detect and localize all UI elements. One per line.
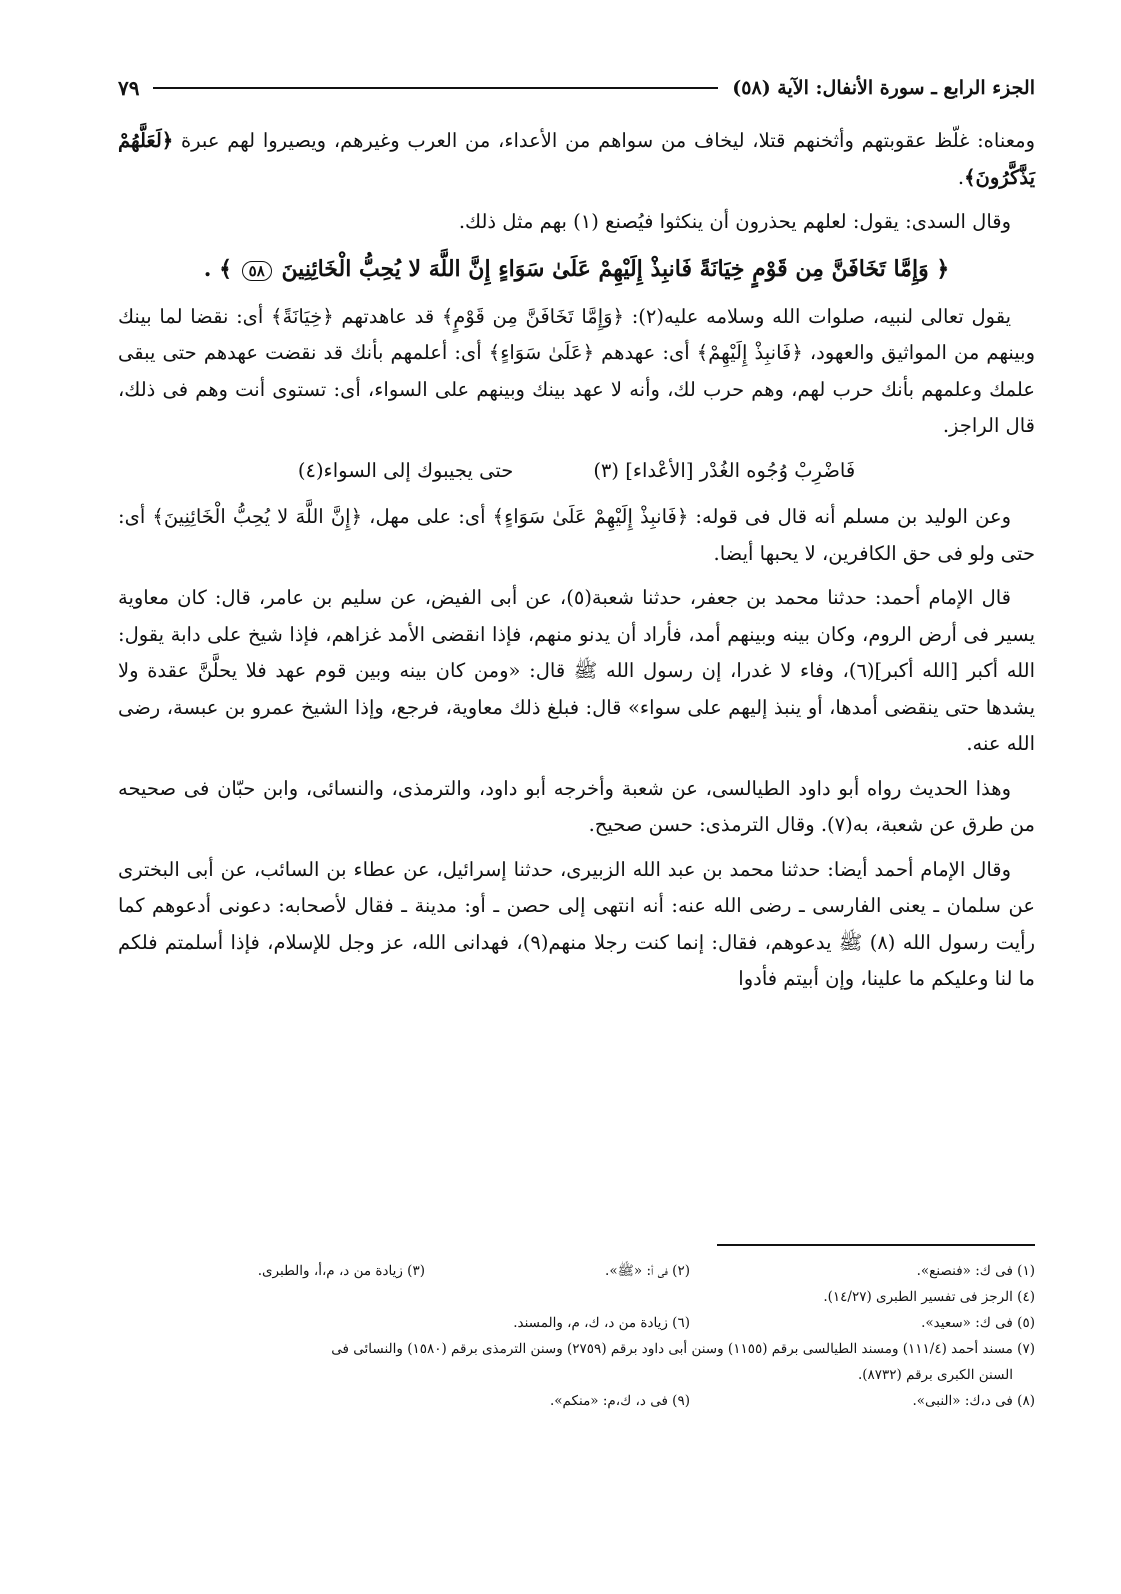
page-number: ٧٩ — [118, 76, 140, 100]
footnote-3: (٣) زيادة من د، م،أ، والطبرى. — [257, 1263, 425, 1279]
poem-hemistich-1: فَاضْرِبْ وُجُوه الغُدْر [الأعْداء] (٣) — [593, 458, 856, 482]
footnote-4: (٤) الرجز فى تفسير الطبرى (١٤/٢٧). — [823, 1289, 1035, 1305]
verse-heading: ﴿ وَإِمَّا تَخَافَنَّ مِن قَوْمٍ خِيَانَةً فَانبِذْ إِلَيْهِمْ عَلَىٰ سَوَاءٍ إِنَّ اللَّهَ لا يُحِبُّ الْخَائِنِينَ ٥٨ ﴾ . — [203, 255, 950, 282]
footnote-1: (١) فى ك: «فنصنع». — [916, 1263, 1035, 1279]
footnotes — [118, 1258, 1035, 1414]
page-body — [118, 123, 1035, 1006]
paragraph-5: قال الإمام أحمد: حدثنا محمد بن جعفر، حدثنا شعبة(٥)، عن أبى الفيض، عن سليم بن عامر، قال: كان معاوية يسير فى أرض الروم، وكان بينه وبينهم أمد، فأراد أن يدنو منهم، فإذا انقضى الأمد غزاهم، فإذا شيخ على دابة يقول: الله أكبر [الله أكبر](٦)، وفاء لا غدرا، إن رسول الله ﷺ قال: «ومن كان بينه وبين قوم عهد فلا يحلَّنَّ عقدة ولا يشدها حتى ينقضى أمدها، أو ينبذ إليهم على سواء» قال: فبلغ ذلك معاوية، فرجع، وإذا الشيخ عمرو بن عبسة، رضى الله عنه. — [118, 586, 1035, 755]
footnote-rule — [717, 1244, 1035, 1246]
footnote-6: (٦) زيادة من د، ك، م، والمسند. — [513, 1315, 690, 1331]
poem-hemistich-2: حتى يجيبوك إلى السواء(٤) — [297, 458, 514, 482]
footnote-2: (٢) فى أ: «ﷺ». — [605, 1263, 690, 1279]
paragraph-4: وعن الوليد بن مسلم أنه قال فى قوله: ﴿فَانبِذْ إِلَيْهِمْ عَلَىٰ سَوَاءٍ﴾ أى: على مهل، ﴿إِنَّ اللَّهَ لا يُحِبُّ الْخَائِنِينَ﴾ أى: حتى ولو فى حق الكافرين، لا يحبها أيضا. — [118, 505, 1035, 565]
running-head: الجزء الرابع ـ سورة الأنفال: الآية (٥٨) — [732, 77, 1035, 99]
footnote-9: (٩) فى د، ك،م: «منكم». — [550, 1393, 690, 1409]
paragraph-3: يقول تعالى لنبيه، صلوات الله وسلامه عليه(٢): ﴿وَإِمَّا تَخَافَنَّ مِن قَوْمٍ﴾ قد عاهدتهم ﴿خِيَانَةً﴾ أى: نقضا لما بينك وبينهم من المواثيق والعهود، ﴿فَانبِذْ إِلَيْهِمْ﴾ أى: عهدهم ﴿عَلَىٰ سَوَاءٍ﴾ أى: أعلمهم بأنك قد نقضت عهدهم حتى يبقى علمك وعلمهم بأنك حرب لهم، وهم حرب لك، وأنه لا عهد بينك وبينهم على السواء، أى: تستوى أنت وهم فى ذلك، قال الراجز. — [118, 304, 1035, 437]
paragraph-7: وقال الإمام أحمد أيضا: حدثنا محمد بن عبد الله الزبيرى، حدثنا إسرائيل، عن عطاء بن السائب، عن أبى البخترى عن سلمان ـ يعنى الفارسى ـ رضى الله عنه: أنه انتهى إلى حصن ـ أو: مدينة ـ فقال لأصحابه: دعونى أدعوهم كما رأيت رسول الله (٨) ﷺ يدعوهم، فقال: إنما كنت رجلا منهم(٩)، فهدانى الله، عز وجل للإسلام، فإذا أسلمتم فلكم ما لنا وعليكم ما علينا، وإن أبيتم فأدوا — [118, 857, 1035, 990]
footnote-row — [118, 1310, 1035, 1336]
paragraph-1: ومعناه: غلّظ عقوبتهم وأثخنهم قتلا، ليخاف من سواهم من الأعداء، من العرب وغيرهم، ويصيروا لهم عبرة ﴿لَعَلَّهُمْ يَذَّكَّرُونَ﴾. — [118, 129, 1035, 189]
footnote-row — [118, 1388, 1035, 1414]
paragraph-6: وهذا الحديث رواه أبو داود الطيالسى، عن شعبة وأخرجه أبو داود، والترمذى، والنسائى، وابن حبّان فى صحيحه من طرق عن شعبة، به(٧). وقال الترمذى: حسن صحيح. — [118, 776, 1035, 836]
footnote-row — [118, 1258, 1035, 1284]
footnote-7-continued: السنن الكبرى برقم (٨٧٣٢). — [857, 1367, 1013, 1383]
ayah-number: ٥٨ — [242, 261, 272, 281]
footnote-7: (٧) مسند أحمد (١١١/٤) ومسند الطيالسى برقم (١١٥٥) وسنن أبى داود برقم (٢٧٥٩) وسنن الترمذى برقم (١٥٨٠) والنسائى فى — [331, 1341, 1035, 1357]
quran-quote: ﴿لَعَلَّهُمْ يَذَّكَّرُونَ﴾ — [118, 129, 1035, 189]
footnote-5: (٥) فى ك: «سعيد». — [921, 1315, 1035, 1331]
footnote-8: (٨) فى د،ك: «النبى». — [912, 1393, 1035, 1409]
page-header — [118, 68, 1035, 108]
poem-verse — [118, 453, 1035, 490]
header-rule — [153, 87, 718, 89]
paragraph-2: وقال السدى: يقول: لعلهم يحذرون أن ينكثوا فيُصنع (١) بهم مثل ذلك. — [458, 210, 1011, 233]
